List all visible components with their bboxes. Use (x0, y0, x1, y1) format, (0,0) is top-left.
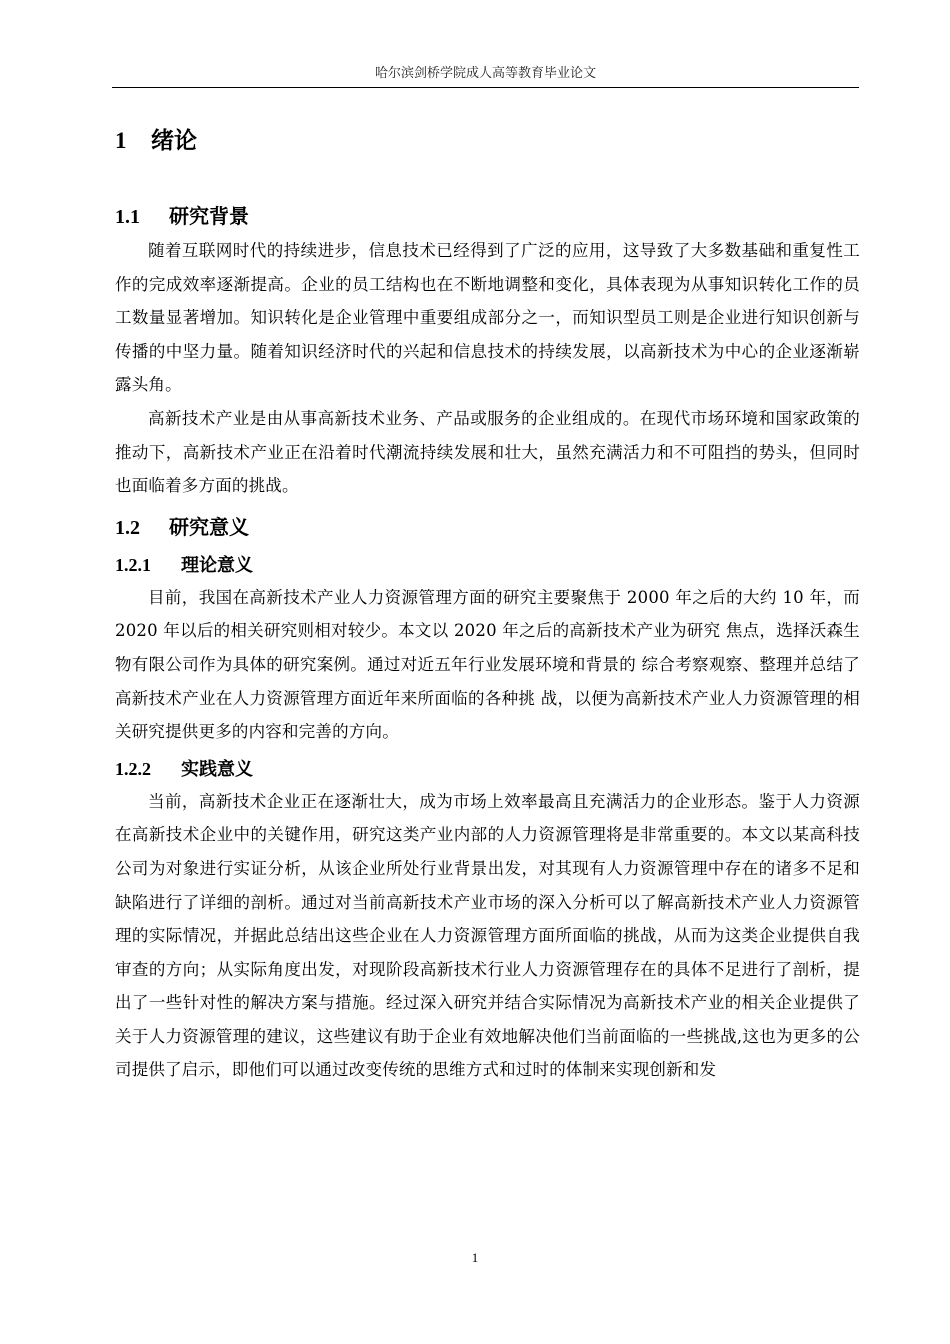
section-title: 研究意义 (169, 514, 249, 539)
running-header: 哈尔滨剑桥学院成人高等教育毕业论文 (374, 66, 596, 81)
section-title: 研究背景 (169, 204, 249, 228)
subsection-title: 理论意义 (181, 554, 253, 576)
header-rule (112, 87, 859, 88)
paragraph-theory: 目前，我国在高新技术产业人力资源管理方面的研究主要聚焦于 2000 年之后的大约 10 年，而 2020 年以后的相关研究则相对较少。本文以 2020 年之后的高新技术产业为研究 焦点，选择沃森生物有限公司作为具体的研究案例。通过对近五年行业发展环境和背景的 综合考察观察、整理并总结了高新技术产业在人力资源管理方面近年来所面临的各种挑 战，以便为高新技术产业人力资源管理的相关研究提供更多的内容和完善的方向。 (115, 587, 860, 742)
chapter-number: 1 (115, 128, 127, 153)
section-number: 1.2 (115, 516, 140, 539)
section-heading-background (115, 198, 860, 234)
page-body (115, 118, 860, 1087)
chapter-heading (115, 118, 860, 164)
subsection-title: 实践意义 (181, 758, 253, 780)
subsection-number: 1.2.1 (115, 554, 151, 575)
page-number: 1 (471, 1250, 479, 1265)
subsection-number: 1.2.2 (115, 758, 151, 779)
section-number: 1.1 (115, 206, 140, 228)
chapter-title: 绪论 (151, 127, 197, 154)
paragraph-background-1: 随着互联网时代的持续进步，信息技术已经得到了广泛的应用，这导致了大多数基础和重复性工作的完成效率逐渐提高。企业的员工结构也在不断地调整和变化，具体表现为从事知识转化工作的员工数量显著增加。知识转化是企业管理中重要组成部分之一，而知识型员工则是企业进行知识创新与传播的中坚力量。随着知识经济时代的兴起和信息技术的持续发展，以高新技术为中心的企业逐渐崭露头角。 (115, 241, 860, 395)
subsection-heading-theory (115, 549, 860, 581)
paragraph-practice: 当前，高新技术企业正在逐渐壮大，成为市场上效率最高且充满活力的企业形态。鉴于人力资源在高新技术企业中的关键作用，研究这类产业内部的人力资源管理将是非常重要的。本文以某高科技公司为对象进行实证分析，从该企业所处行业背景出发，对其现有人力资源管理中存在的诸多不足和缺陷进行了详细的剖析。通过对当前高新技术产业市场的深入分析可以了解高新技术产业人力资源管理的实际情况，并据此总结出这些企业在人力资源管理方面所面临的挑战，从而为这类企业提供自我审查的方向；从实际角度出发，对现阶段高新技术行业人力资源管理存在的具体不足进行了剖析，提出了一些针对性的解决方案与措施。经过深入研究并结合实际情况为高新技术产业的相关企业提供了关于人力资源管理的建议，这些建议有助于企业有效地解决他们当前面临的一些挑战,这也为更多的公司提供了启示，即他们可以通过改变传统的思维方式和过时的体制来实现创新和发 (115, 791, 860, 1080)
paragraph-background-2: 高新技术产业是由从事高新技术业务、产品或服务的企业组成的。在现代市场环境和国家政策的推动下，高新技术产业正在沿着时代潮流持续发展和壮大，虽然充满活力和不可阻挡的势头，但同时也面临着多方面的挑战。 (115, 408, 860, 496)
section-heading-significance (115, 509, 860, 545)
subsection-heading-practice (115, 753, 860, 785)
